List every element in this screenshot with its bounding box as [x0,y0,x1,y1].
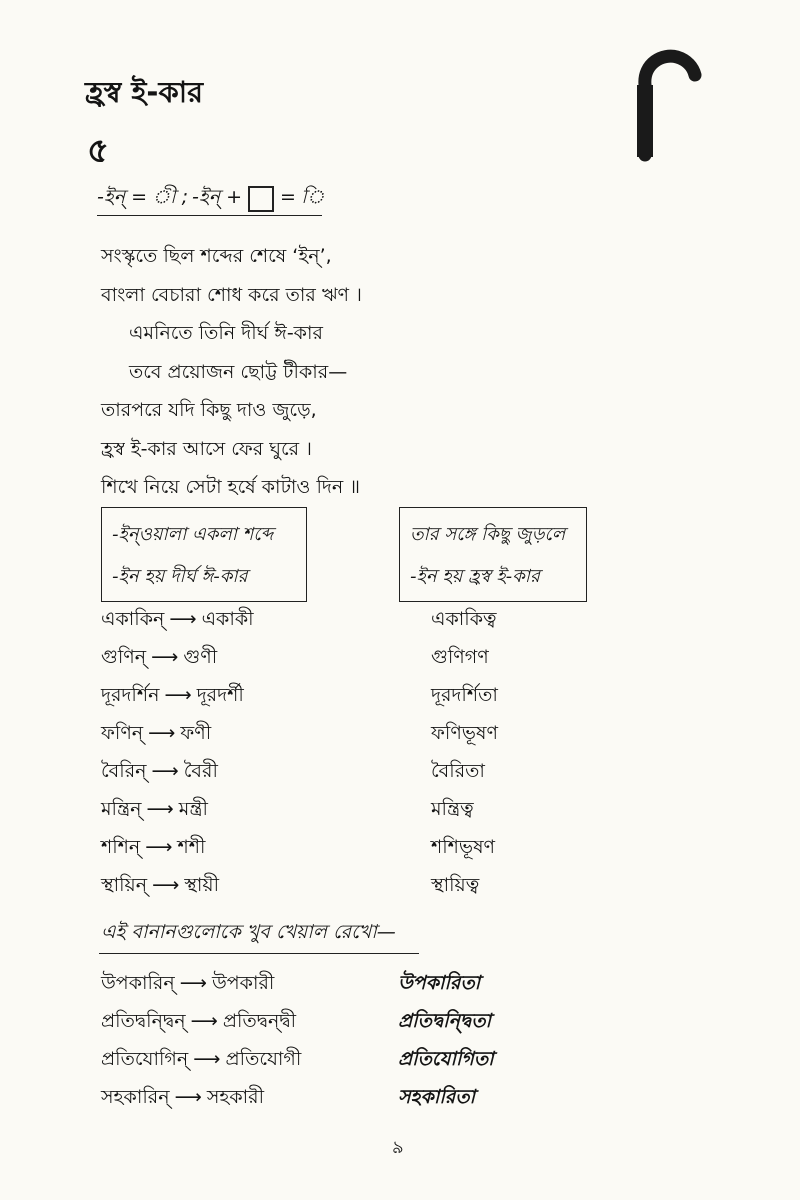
list-item [101,638,498,676]
arrow-icon: ⟶ [190,1010,218,1032]
caution-note: এই বানানগুলোকে খুব খেয়াল রেখো— [101,921,396,943]
result-word: শশী [177,836,206,858]
source-word: সহকারিন্ [101,1086,170,1108]
derived-word: গুণিগণ [431,646,489,668]
derived-word: ফণিভূষণ [431,722,498,744]
derived-word: সহকারিতা [398,1086,475,1108]
i-kar-glyph-icon [615,45,705,165]
rule-formula [97,183,324,215]
source-word: একাকিন্ [101,608,165,630]
rule-text: -ইন হয় দীর্ঘ ঈ-কার [112,566,248,587]
result-word: স্থায়ী [184,874,220,896]
arrow-icon: ⟶ [169,608,197,630]
rule-text: তার সঙ্গে কিছু জুড়লে [410,524,566,545]
list-item [101,964,494,1002]
derived-word: স্থায়িত্ব [431,874,480,896]
arrow-icon: ⟶ [151,646,179,668]
result-word: দূরদর্শী [196,684,244,706]
formula-part-1: -ইন্ = ী ; [97,186,188,208]
source-word: উপকারিন্ [101,972,175,994]
rule-box-single-word [101,507,307,602]
arrow-icon: ⟶ [193,1048,221,1070]
rhyme-line: বাংলা বেচারা শোধ করে তার ঋণ । [101,283,362,306]
arrow-icon: ⟶ [174,1086,202,1108]
source-word: ফণিন্ [101,722,144,744]
derived-word: প্রতিযোগিতা [398,1048,494,1070]
suffix-box-icon [248,186,274,212]
list-item [101,866,498,904]
rule-box-joined-word [399,507,587,602]
chapter-number: ৫ [87,131,110,171]
derived-word: বৈরিতা [431,760,485,782]
derived-word: দূরদর্শিতা [431,684,498,706]
rhyme [101,237,362,507]
special-pairs-list [101,964,494,1116]
formula-part-2: -ইন্ + [191,186,243,208]
source-word: মন্ত্রিন্ [101,798,142,820]
arrow-icon: ⟶ [148,722,176,744]
rhyme-line: তবে প্রয়োজন ছোট্ট টীকার— [129,360,348,383]
list-item [101,600,498,638]
rule-text: -ইন্‌ওয়ালা একলা শব্দে [112,524,274,545]
result-word: একাকী [201,608,254,630]
derived-word: শশিভূষণ [431,836,496,858]
arrow-icon: ⟶ [164,684,192,706]
arrow-icon: ⟶ [152,874,180,896]
source-word: স্থায়িন্ [101,874,148,896]
formula-part-3: = ি [280,186,325,208]
source-word: প্রতিদ্বন্দ্বিন্ [101,1010,186,1032]
result-word: প্রতিদ্বন্দ্বী [222,1010,297,1032]
source-word: বৈরিন্ [101,760,147,782]
word-pairs-list [101,600,498,904]
result-word: মন্ত্রী [178,798,208,820]
arrow-icon: ⟶ [179,972,207,994]
derived-word: উপকারিতা [398,972,481,994]
arrow-icon: ⟶ [151,760,179,782]
rhyme-line: শিখে নিয়ে সেটা হর্ষে কাটাও দিন ॥ [101,476,360,498]
rhyme-line: এমনিতে তিনি দীর্ঘ ঈ-কার [129,322,323,344]
derived-word: মন্ত্রিত্ব [431,798,474,820]
source-word: প্রতিযোগিন্ [101,1048,189,1070]
result-word: বৈরী [183,760,218,782]
result-word: গুণী [183,646,218,668]
note-underline [99,953,419,954]
list-item [101,1002,494,1040]
list-item [101,790,498,828]
arrow-icon: ⟶ [146,798,174,820]
rhyme-line: সংস্কৃতে ছিল শব্দের শেষে ‘ইন্’, [101,245,332,267]
source-word: শশিন্ [101,836,141,858]
list-item [101,1040,494,1078]
derived-word: একাকিত্ব [431,608,497,630]
list-item [101,752,498,790]
arrow-icon: ⟶ [145,836,173,858]
list-item [101,1078,494,1116]
list-item [101,714,498,752]
formula-underline [97,215,322,216]
result-word: ফণী [180,722,212,744]
result-word: উপকারী [211,972,275,994]
list-item [101,828,498,866]
source-word: গুণিন্ [101,646,147,668]
derived-word: প্রতিদ্বন্দ্বিতা [398,1010,491,1032]
result-word: প্রতিযোগী [225,1048,302,1070]
list-item [101,676,498,714]
page-number: ৯ [392,1137,404,1158]
rhyme-line: তারপরে যদি কিছু দাও জুড়ে, [101,399,317,421]
source-word: দূরদর্শিন [101,684,160,706]
page-title: হ্রস্ব ই-কার [85,75,204,109]
result-word: সহকারী [206,1086,265,1108]
rule-text: -ইন হয় হ্রস্ব ই-কার [410,566,540,587]
rhyme-line: হ্রস্ব ই-কার আসে ফের ঘুরে । [101,437,312,460]
